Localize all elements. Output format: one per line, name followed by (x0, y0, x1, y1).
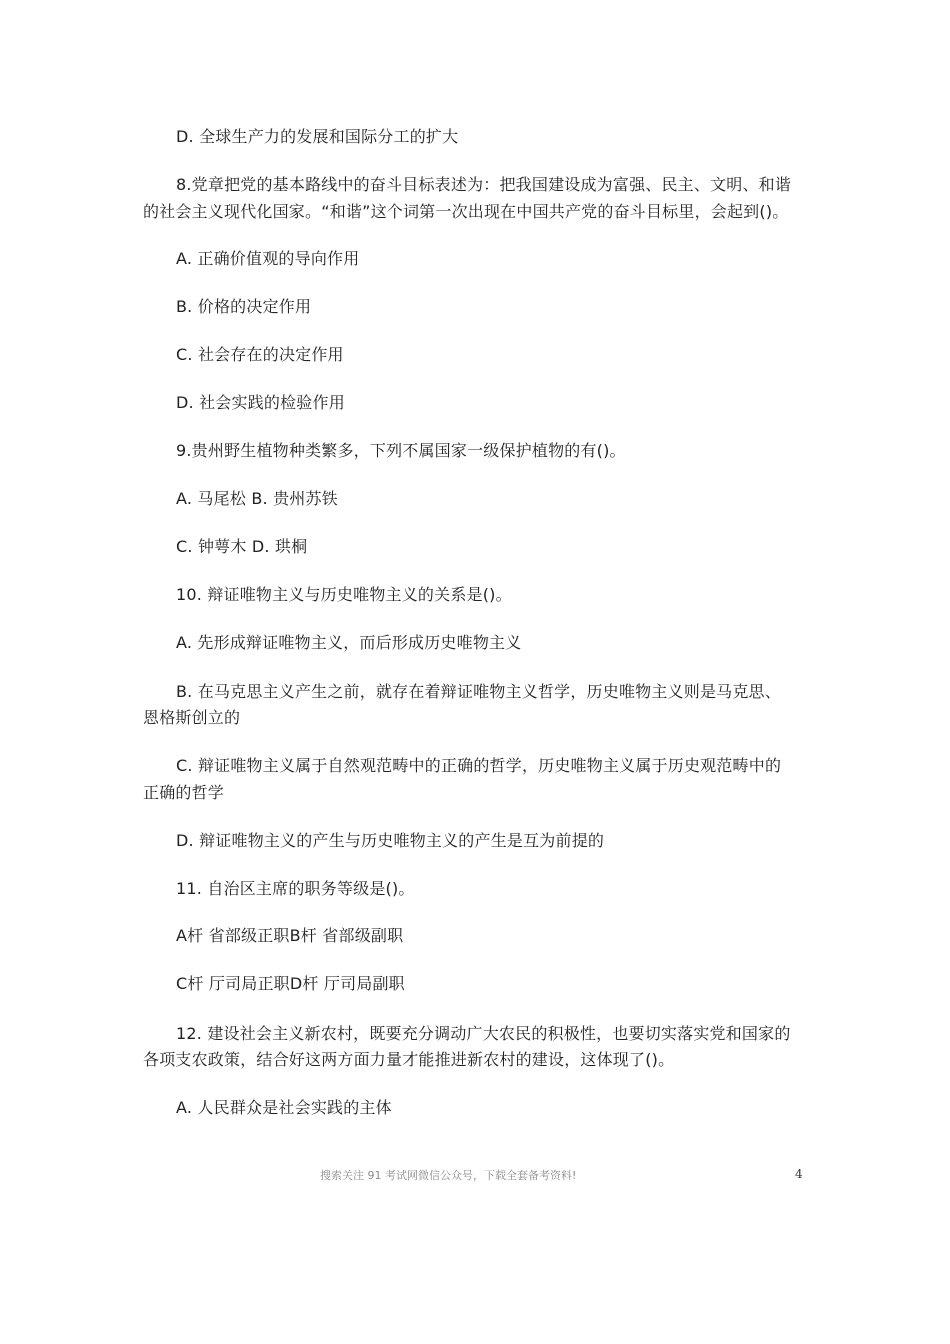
option-text-continued: 恩格斯创立的 (143, 708, 241, 727)
footer-text: 搜索关注 91 考试网微信公众号，下载全套备考资料! (320, 1169, 577, 1182)
option-text: D. 社会实践的检验作用 (176, 393, 345, 412)
option-text: B. 价格的决定作用 (176, 297, 312, 316)
option-text: A. 正确价值观的导向作用 (176, 249, 360, 268)
page-number: 4 (795, 1167, 803, 1181)
option-text: C. 社会存在的决定作用 (176, 345, 344, 364)
option-text-continued: 正确的哲学 (143, 783, 225, 802)
option-text: D. 全球生产力的发展和国际分工的扩大 (176, 127, 459, 146)
question-text: 10. 辩证唯物主义与历史唯物主义的关系是()。 (176, 585, 512, 604)
question-text: 11. 自治区主席的职务等级是()。 (176, 879, 415, 898)
question-text-continued: 各项支农政策，结合好这两方面力量才能推进新农村的建设，这体现了()。 (143, 1050, 675, 1069)
question-text: 12. 建设社会主义新农村，既要充分调动广大农民的积极性，也要切实落实党和国家的 (176, 1024, 791, 1043)
option-text: A. 先形成辩证唯物主义，而后形成历史唯物主义 (176, 633, 522, 652)
question-text-continued: 的社会主义现代化国家。“和谐”这个词第一次出现在中国共产党的奋斗目标里，会起到()。 (143, 202, 789, 221)
option-text: C杆 厅司局正职D杆 厅司局副职 (176, 974, 405, 993)
option-text: A杆 省部级正职B杆 省部级副职 (176, 926, 404, 945)
option-text: A. 马尾松 B. 贵州苏铁 (176, 489, 338, 508)
option-text: C. 钟萼木 D. 珙桐 (176, 537, 308, 556)
question-text: 8.党章把党的基本路线中的奋斗目标表述为：把我国建设成为富强、民主、文明、和谐 (176, 175, 792, 194)
option-text: C. 辩证唯物主义属于自然观范畴中的正确的哲学，历史唯物主义属于历史观范畴中的 (176, 756, 782, 775)
option-text: B. 在马克思主义产生之前，就存在着辩证唯物主义哲学，历史唯物主义则是马克思、 (176, 682, 781, 701)
question-text: 9.贵州野生植物种类繁多，下列不属国家一级保护植物的有()。 (176, 441, 626, 460)
option-text: A. 人民群众是社会实践的主体 (176, 1098, 392, 1117)
option-text: D. 辩证唯物主义的产生与历史唯物主义的产生是互为前提的 (176, 831, 605, 850)
